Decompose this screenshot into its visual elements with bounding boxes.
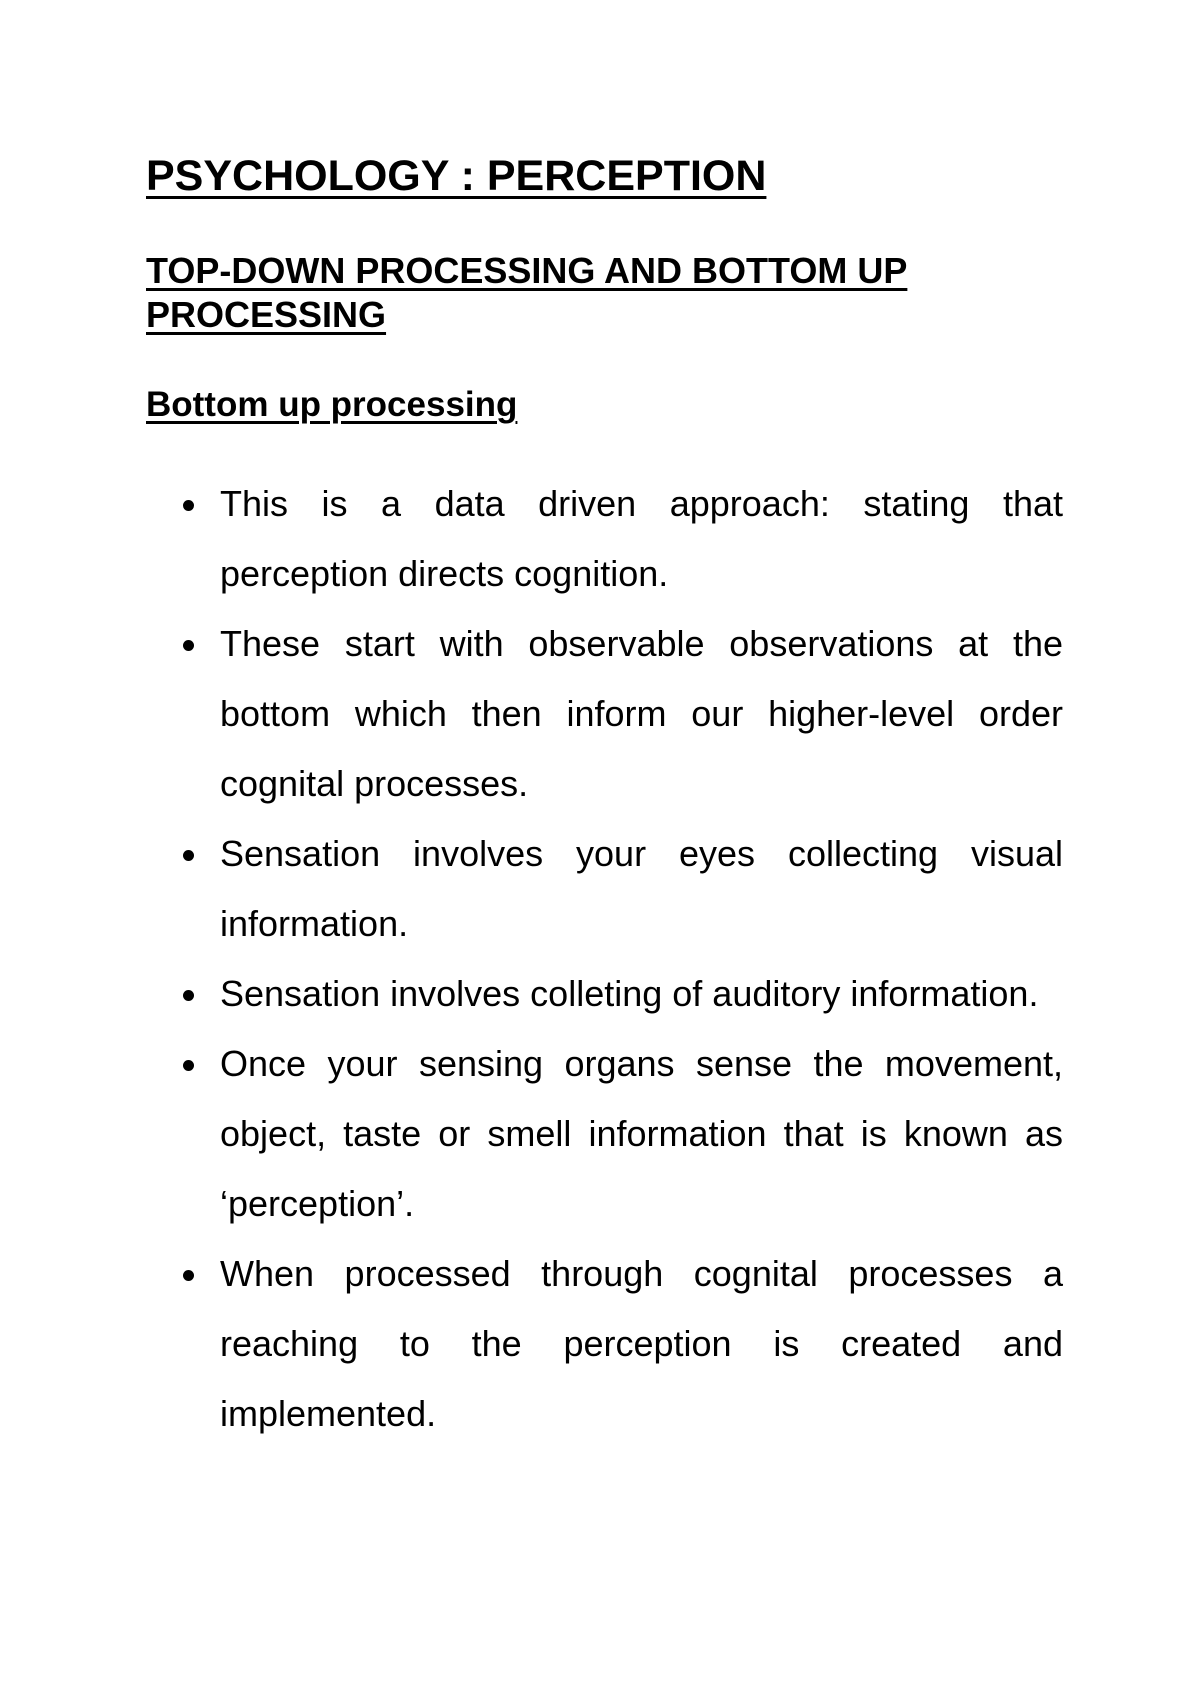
list-item-text: When processed through cognital processes a reaching to the perception is created and implemented. [220,1253,1063,1434]
list-item-text: This is a data driven approach: stating that perception directs cognition. [220,483,1063,594]
list-item-text: These start with observable observations at the bottom which then inform our higher-level order cognital processes. [220,623,1063,804]
list-item [146,469,1063,609]
page-title: PSYCHOLOGY : PERCEPTION [146,152,767,200]
list-item-text: Sensation involves colleting of auditory information. [220,973,1039,1014]
sub-heading: Bottom up processing [146,385,518,424]
section-heading: TOP-DOWN PROCESSING AND BOTTOM UP PROCESSING [146,250,908,335]
bullet-icon [183,850,194,861]
bullet-icon [183,500,194,511]
list-item [146,819,1063,959]
list-item [146,959,1063,1029]
bullet-list [146,469,1063,1449]
list-item-text: Sensation involves your eyes collecting visual information. [220,833,1063,944]
bullet-icon [183,1060,194,1071]
list-item [146,609,1063,819]
bullet-icon [183,640,194,651]
list-item-text: Once your sensing organs sense the movement, object, taste or smell information that is known as ‘perception’. [220,1043,1063,1224]
bullet-icon [183,1270,194,1281]
list-item [146,1029,1063,1239]
list-item [146,1239,1063,1449]
document-content [146,150,1063,1449]
bullet-icon [183,990,194,1001]
